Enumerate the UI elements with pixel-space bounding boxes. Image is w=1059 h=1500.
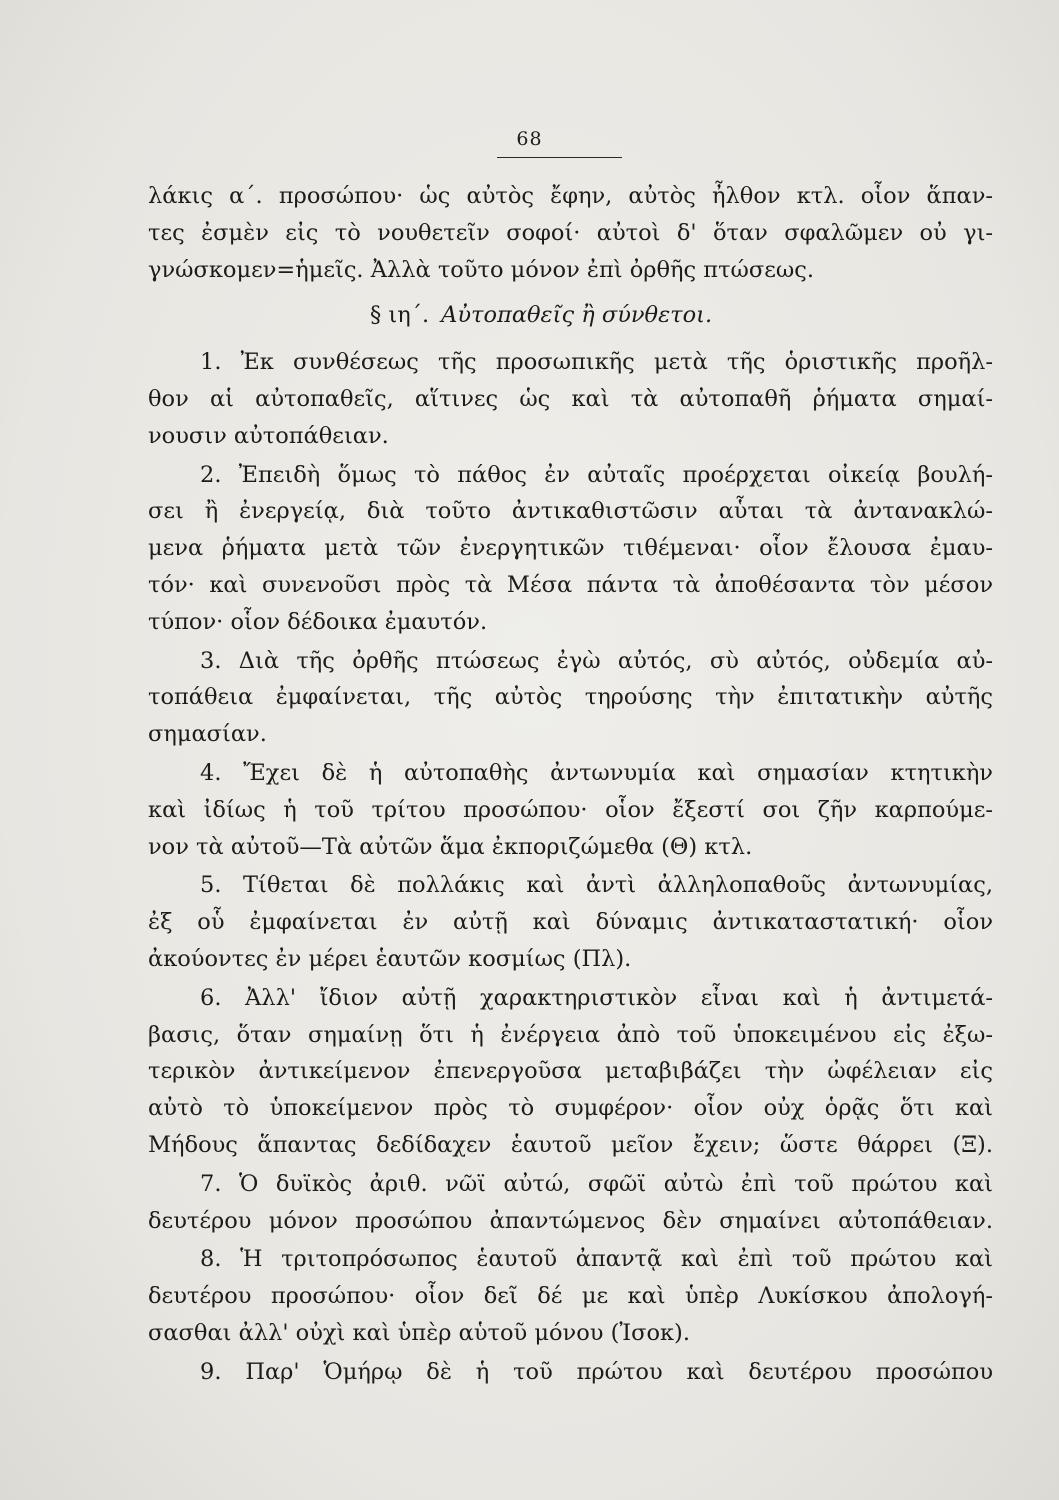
text-line: 8. Ἡ τριτοπρόσωπος ἑαυτοῦ ἀπαντᾷ καὶ ἐπὶ τοῦ πρώτου καὶ — [200, 1246, 993, 1273]
paragraph-9 — [148, 1354, 993, 1391]
text-line: νον τὰ αὐτοῦ—Τὰ αὐτῶν ἅμα ἐκποριζώμεθα (Θ) κτλ. — [148, 833, 753, 860]
text-line: καὶ ἰδίως ἡ τοῦ τρίτου προσώπου· οἷον ἔξεστί σοι ζῆν καρπούμε- — [148, 796, 993, 823]
paragraph-6 — [148, 980, 993, 1164]
text-line: σημασίαν. — [148, 721, 267, 748]
text-line: 5. Τίθεται δὲ πολλάκις καὶ ἀντὶ ἀλληλοπαθοῦς ἀντωνυμίας, — [200, 872, 993, 899]
section-mark: § ιη΄. — [370, 302, 430, 329]
text-line: 4. Ἔχει δὲ ἡ αὐτοπαθὴς ἀντωνυμία καὶ σημασίαν κτητικὴν — [200, 759, 993, 786]
text-line: αὐτὸ τὸ ὑποκείμενον πρὸς τὸ συμφέρον· οἷον οὐχ ὁρᾷς ὅτι καὶ — [148, 1095, 993, 1122]
paragraph-4 — [148, 755, 993, 865]
text-line: 6. Ἀλλ' ἴδιον αὐτῇ χαρακτηριστικὸν εἶναι καὶ ἡ ἀντιμετά- — [200, 984, 993, 1011]
text-line: τοπάθεια ἐμφαίνεται, τῆς αὐτὸς τηρούσης τὴν ἐπιτατικὴν αὐτῆς — [148, 684, 993, 711]
text-line: 1. Ἐκ συνθέσεως τῆς προσωπικῆς μετὰ τῆς ὁριστικῆς προῆλ- — [200, 349, 993, 376]
text-line: θον αἱ αὐτοπαθεῖς, αἵτινες ὡς καὶ τὰ αὐτοπαθῆ ῥήματα σημαί- — [148, 385, 993, 412]
body-text — [148, 178, 993, 1393]
text-line: 7. Ὁ δυϊκὸς ἀριθ. νῶϊ αὐτώ, σφῶϊ αὐτὼ ἐπὶ τοῦ πρώτου καὶ — [200, 1170, 993, 1197]
text-line: μενα ῥήματα μετὰ τῶν ἐνεργητικῶν τιθέμεναι· οἷον ἔλουσα ἐμαυ- — [148, 535, 993, 562]
text-line: σει ἢ ἐνεργείᾳ, διὰ τοῦτο ἀντικαθιστῶσιν αὗται τὰ ἀντανακλώ- — [148, 498, 993, 525]
text-line: δευτέρου μόνον προσώπου ἀπαντώμενος δὲν σημαίνει αὐτοπάθειαν. — [148, 1207, 993, 1234]
text-line: τόν· καὶ συνενοῦσι πρὸς τὰ Μέσα πάντα τὰ ἀποθέσαντα τὸν μέσον — [148, 571, 993, 598]
header-rule — [497, 157, 622, 158]
text-line: γνώσκομεν=ἡμεῖς. Ἀλλὰ τοῦτο μόνον ἐπὶ ὀρθῆς πτώσεως. — [148, 256, 814, 283]
intro-paragraph — [148, 178, 993, 288]
text-line: σασθαι ἀλλ' οὐχὶ καὶ ὑπὲρ αὑτοῦ μόνου (Ἰσοκ). — [148, 1319, 690, 1346]
paragraph-1 — [148, 344, 993, 454]
text-line: ἀκούοντες ἐν μέρει ἑαυτῶν κοσμίως (Πλ). — [148, 945, 632, 972]
text-line: 3. Διὰ τῆς ὀρθῆς πτώσεως ἐγὼ αὐτός, σὺ αὐτός, οὐδεμία αὐ- — [200, 647, 993, 674]
text-line: τύπον· οἷον δέδοικα ἐμαυτόν. — [148, 608, 488, 635]
section-heading — [148, 297, 993, 334]
text-line: λάκις α΄. προσώπου· ὡς αὐτὸς ἔφην, αὐτὸς ἦλθον κτλ. οἷον ἅπαν- — [148, 183, 993, 209]
page-number: 68 — [516, 128, 543, 150]
text-line: 2. Ἐπειδὴ ὅμως τὸ πάθος ἐν αὐταῖς προέρχεται οἰκείᾳ βουλή- — [200, 461, 993, 488]
paragraph-8 — [148, 1241, 993, 1351]
text-line: νουσιν αὐτοπάθειαν. — [148, 422, 389, 449]
text-line: δευτέρου προσώπου· οἷον δεῖ δέ με καὶ ὑπὲρ Λυκίσκου ἀπολογή- — [148, 1283, 993, 1310]
paragraph-3 — [148, 643, 993, 753]
text-line: βασις, ὅταν σημαίνῃ ὅτι ἡ ἐνέργεια ἀπὸ τοῦ ὑποκειμένου εἰς ἐξω- — [148, 1021, 993, 1048]
paragraph-2 — [148, 457, 993, 641]
text-line: Μήδους ἅπαντας δεδίδαχεν ἑαυτοῦ μεῖον ἔχειν; ὥστε θάρρει (Ξ). — [148, 1131, 993, 1158]
text-line: τερικὸν ἀντικείμενον ἐπενεργοῦσα μεταβιβάζει τὴν ὠφέλειαν εἰς — [148, 1058, 993, 1085]
paragraph-5 — [148, 867, 993, 977]
paragraph-7 — [148, 1166, 993, 1240]
text-line: τες ἐσμὲν εἰς τὸ νουθετεῖν σοφοί· αὐτοὶ δ' ὅταν σφαλῶμεν οὐ γι- — [148, 219, 993, 246]
section-title: Αὐτοπαθεῖς ἢ σύνθετοι. — [441, 302, 713, 329]
text-line: 9. Παρ' Ὁμήρῳ δὲ ἡ τοῦ πρώτου καὶ δευτέρου προσώπου — [200, 1358, 993, 1385]
text-line: ἐξ οὗ ἐμφαίνεται ἐν αὐτῇ καὶ δύναμις ἀντικαταστατική· οἷον — [148, 909, 993, 936]
